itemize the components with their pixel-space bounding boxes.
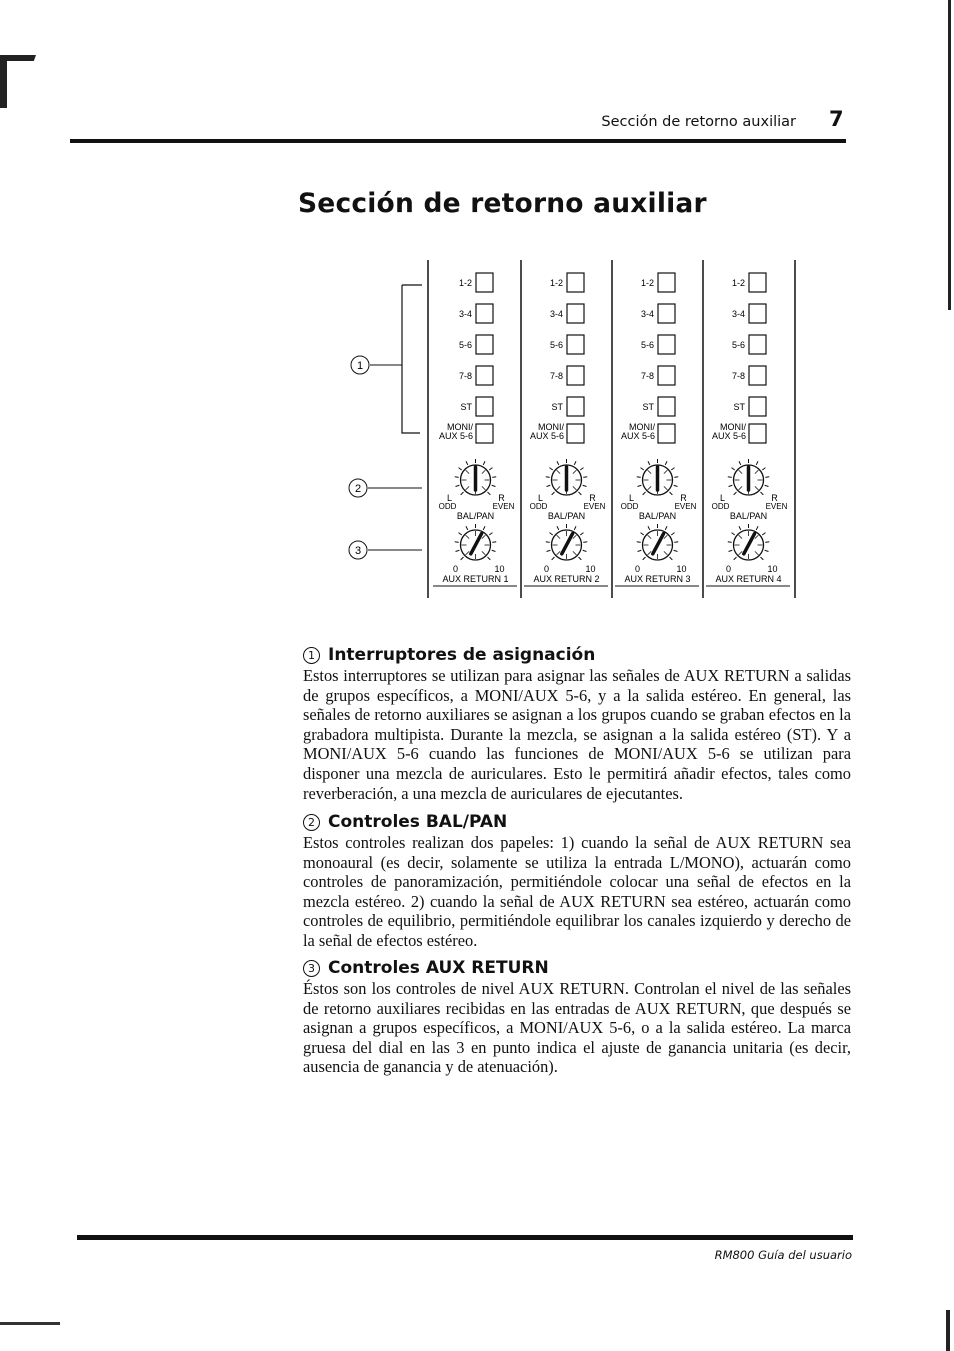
switch-label: 7-8: [640, 371, 654, 381]
knob-tick: [492, 550, 496, 551]
assign-switch: [567, 273, 584, 292]
callout-number: 3: [303, 960, 320, 977]
assign-switch: [476, 304, 493, 323]
assign-switch: [567, 304, 584, 323]
level-min-label: 0: [725, 564, 732, 574]
scan-artifact: [946, 1310, 950, 1351]
knob-tick: [574, 461, 576, 465]
callout-number: 3: [354, 545, 362, 557]
scan-artifact: [948, 0, 951, 310]
assign-switch: [658, 335, 675, 354]
callout-bracket: [402, 285, 420, 433]
knob-tick: [461, 557, 464, 560]
knob-tick: [550, 468, 553, 470]
bal-pan-label: BAL/PAN: [729, 511, 768, 521]
knob-tick: [765, 550, 769, 551]
knob-tick: [489, 533, 492, 535]
knob-tick: [546, 542, 550, 543]
knob-tick: [762, 533, 765, 535]
level-min-label: 0: [452, 564, 459, 574]
knob-tick: [728, 477, 732, 478]
knob-tick: [583, 542, 587, 543]
pan-left-label: L: [719, 493, 726, 503]
knob-tick: [641, 468, 644, 470]
assign-switch: [749, 424, 766, 443]
section-assignment-switches: [303, 645, 851, 803]
section-aux-return: [303, 958, 851, 1077]
knob-tick: [762, 468, 765, 470]
knob-tick: [765, 542, 769, 543]
pan-right-label: R: [498, 493, 505, 503]
switch-label: 5-6: [549, 340, 563, 350]
knob-tick: [488, 492, 491, 495]
knob-tick: [756, 526, 758, 530]
knob-tick: [552, 492, 555, 495]
knob-tick: [574, 526, 576, 530]
knob-tick: [466, 526, 468, 530]
knob-tick: [674, 550, 678, 551]
section-bal-pan: [303, 812, 851, 951]
switch-label: 3-4: [731, 309, 745, 319]
pan-odd-label: ODD: [620, 502, 639, 511]
knob-tick: [732, 468, 735, 470]
knob-tick: [761, 557, 764, 560]
knob-tick: [670, 557, 673, 560]
assign-switch: [567, 397, 584, 416]
assign-switch: [476, 273, 493, 292]
knob-tick: [728, 542, 732, 543]
knob-tick: [648, 526, 650, 530]
channel-label: AUX RETURN 1: [442, 574, 509, 584]
level-max-label: 10: [494, 564, 505, 574]
section-body: Estos controles realizan dos papeles: 1) cuando la señal de AUX RETURN sea monoaural (es decir, solamente se utiliza la entrada L/MONO), actuarán como controles de panoramización, permitiéndole colocar una señal de efectos en la mezcla estéreo. 2) cuando la señal de AUX RETURN sea estéreo, actuarán como controles de equilibrio, permitiéndole equilibrar los canales izquierdo y derecho de la señal de efectos estéreo.: [303, 833, 851, 950]
pan-odd-label: ODD: [529, 502, 548, 511]
section-heading: [303, 958, 851, 978]
switch-label: 5-6: [640, 340, 654, 350]
assign-switch: [476, 397, 493, 416]
knob-tick: [459, 533, 462, 535]
switch-label: ST: [733, 402, 745, 412]
assign-switch: [567, 335, 584, 354]
assign-switch: [658, 366, 675, 385]
knob-tick: [583, 477, 587, 478]
knob-tick: [671, 533, 674, 535]
knob-tick: [674, 542, 678, 543]
knob-tick: [492, 542, 496, 543]
assign-switch: [476, 366, 493, 385]
footer-rule: [77, 1235, 853, 1240]
bal-pan-label: BAL/PAN: [638, 511, 677, 521]
section-heading-text: Controles BAL/PAN: [328, 812, 508, 832]
switch-label: 7-8: [549, 371, 563, 381]
section-heading-text: Interruptores de asignación: [328, 645, 596, 665]
callout-number: 1: [303, 647, 320, 664]
knob-tick: [579, 492, 582, 495]
knob-tick: [547, 550, 551, 551]
assign-switch: [476, 335, 493, 354]
pan-even-label: EVEN: [492, 502, 515, 511]
knob-tick: [638, 485, 642, 486]
switch-label: ST: [460, 402, 472, 412]
section-body: Estos interruptores se utilizan para asignar las señales de AUX RETURN a salidas de grupos específicos, a MONI/AUX 5-6, y a la salida estéreo. En general, las señales de retorno auxiliares se asignan a los grupos cuando se graban efectos en la grabadora multipista. Durante la mezcla, se asignan a la salida estéreo (ST). Y a MONI/AUX 5-6 cuando las funciones de MONI/AUX 5-6 se utilizan para disponer una mezcla de auriculares. Esto le permitirá añadir efectos, tales como reverberación, a una mezcla de auriculares de ejecutantes.: [303, 666, 851, 803]
level-min-label: 0: [543, 564, 550, 574]
bal-pan-label: BAL/PAN: [547, 511, 586, 521]
knob-tick: [765, 477, 769, 478]
pan-odd-label: ODD: [711, 502, 730, 511]
pan-odd-label: ODD: [438, 502, 457, 511]
assign-switch: [567, 424, 584, 443]
assign-switch: [749, 397, 766, 416]
assign-switch: [658, 273, 675, 292]
switch-label: 3-4: [549, 309, 563, 319]
knob-tick: [459, 468, 462, 470]
knob-tick: [756, 461, 758, 465]
knob-tick: [461, 492, 464, 495]
scan-artifact: [0, 1322, 60, 1325]
page-title: Sección de retorno auxiliar: [298, 188, 707, 219]
knob-tick: [674, 485, 678, 486]
knob-tick: [557, 526, 559, 530]
switch-label: AUX 5-6: [711, 431, 746, 441]
switch-label: 7-8: [458, 371, 472, 381]
knob-tick: [466, 461, 468, 465]
channel-label: AUX RETURN 3: [624, 574, 691, 584]
knob-tick: [734, 492, 737, 495]
switch-label: 1-2: [640, 278, 654, 288]
knob-tick: [638, 550, 642, 551]
knob-tick: [648, 461, 650, 465]
panel-diagram: [340, 255, 810, 605]
knob-tick: [550, 533, 553, 535]
switch-label: AUX 5-6: [438, 431, 473, 441]
level-max-label: 10: [585, 564, 596, 574]
knob-tick: [488, 557, 491, 560]
knob-tick: [579, 557, 582, 560]
knob-tick: [637, 542, 641, 543]
header-rule: [70, 139, 846, 143]
assign-switch: [749, 335, 766, 354]
section-heading: [303, 812, 851, 832]
section-heading: [303, 645, 851, 665]
assign-switch: [567, 366, 584, 385]
switch-label: AUX 5-6: [529, 431, 564, 441]
callout-number: 1: [356, 360, 364, 372]
channel-label: AUX RETURN 4: [715, 574, 782, 584]
footer-text: RM800 Guía del usuario: [714, 1248, 852, 1262]
switch-label: 1-2: [731, 278, 745, 288]
aux-return-panel-figure: [340, 255, 810, 605]
knob-tick: [637, 477, 641, 478]
pan-even-label: EVEN: [765, 502, 788, 511]
pan-even-label: EVEN: [674, 502, 697, 511]
knob-tick: [643, 492, 646, 495]
knob-tick: [583, 485, 587, 486]
knob-tick: [483, 461, 485, 465]
assign-switch: [476, 424, 493, 443]
bal-pan-label: BAL/PAN: [456, 511, 495, 521]
pan-right-label: R: [771, 493, 778, 503]
level-max-label: 10: [767, 564, 778, 574]
assign-switch: [658, 424, 675, 443]
knob-tick: [456, 485, 460, 486]
switch-label: 7-8: [731, 371, 745, 381]
knob-tick: [483, 526, 485, 530]
scan-artifact: [0, 58, 7, 108]
callout-number: 2: [354, 483, 362, 495]
pan-right-label: R: [589, 493, 596, 503]
pan-left-label: L: [446, 493, 453, 503]
switch-label: 1-2: [458, 278, 472, 288]
switch-label: ST: [642, 402, 654, 412]
knob-tick: [455, 477, 459, 478]
knob-tick: [729, 550, 733, 551]
switch-label: ST: [551, 402, 563, 412]
assign-switch: [658, 304, 675, 323]
assign-switch: [749, 304, 766, 323]
pan-right-label: R: [680, 493, 687, 503]
knob-tick: [761, 492, 764, 495]
running-header: Sección de retorno auxiliar: [601, 114, 796, 130]
assign-switch: [749, 273, 766, 292]
knob-tick: [734, 557, 737, 560]
section-heading-text: Controles AUX RETURN: [328, 958, 549, 978]
switch-label: AUX 5-6: [620, 431, 655, 441]
switch-label: 3-4: [640, 309, 654, 319]
knob-tick: [492, 477, 496, 478]
knob-tick: [739, 526, 741, 530]
page-number: 7: [829, 107, 844, 131]
level-min-label: 0: [634, 564, 641, 574]
pan-left-label: L: [537, 493, 544, 503]
switch-label: 5-6: [731, 340, 745, 350]
callout-number: 2: [303, 814, 320, 831]
knob-tick: [641, 533, 644, 535]
knob-tick: [665, 526, 667, 530]
assign-switch: [749, 366, 766, 385]
switch-label: MONI/: [538, 422, 564, 432]
knob-tick: [729, 485, 733, 486]
knob-tick: [489, 468, 492, 470]
switch-label: 5-6: [458, 340, 472, 350]
knob-tick: [580, 533, 583, 535]
level-max-label: 10: [676, 564, 687, 574]
knob-tick: [643, 557, 646, 560]
knob-tick: [732, 533, 735, 535]
knob-tick: [583, 550, 587, 551]
section-body: Éstos son los controles de nivel AUX RETURN. Controlan el nivel de las señales de retorno auxiliares recibidas en las entradas de AUX RETURN, que después se asignan a grupos específicos, a MONI/AUX 5-6, o a la salida estéreo. La marca gruesa del dial en las 3 en punto indica el ajuste de ganancia unitaria (es decir, ausencia de ganancia y de atenuación).: [303, 979, 851, 1077]
switch-label: 3-4: [458, 309, 472, 319]
channel-label: AUX RETURN 2: [533, 574, 600, 584]
knob-tick: [674, 477, 678, 478]
knob-tick: [557, 461, 559, 465]
switch-label: MONI/: [629, 422, 655, 432]
knob-tick: [580, 468, 583, 470]
knob-tick: [765, 485, 769, 486]
knob-tick: [546, 477, 550, 478]
knob-tick: [671, 468, 674, 470]
switch-label: MONI/: [447, 422, 473, 432]
pan-even-label: EVEN: [583, 502, 606, 511]
knob-tick: [547, 485, 551, 486]
knob-tick: [492, 485, 496, 486]
knob-tick: [456, 550, 460, 551]
knob-tick: [455, 542, 459, 543]
knob-tick: [670, 492, 673, 495]
knob-tick: [665, 461, 667, 465]
assign-switch: [658, 397, 675, 416]
knob-tick: [739, 461, 741, 465]
pan-left-label: L: [628, 493, 635, 503]
switch-label: MONI/: [720, 422, 746, 432]
knob-tick: [552, 557, 555, 560]
switch-label: 1-2: [549, 278, 563, 288]
